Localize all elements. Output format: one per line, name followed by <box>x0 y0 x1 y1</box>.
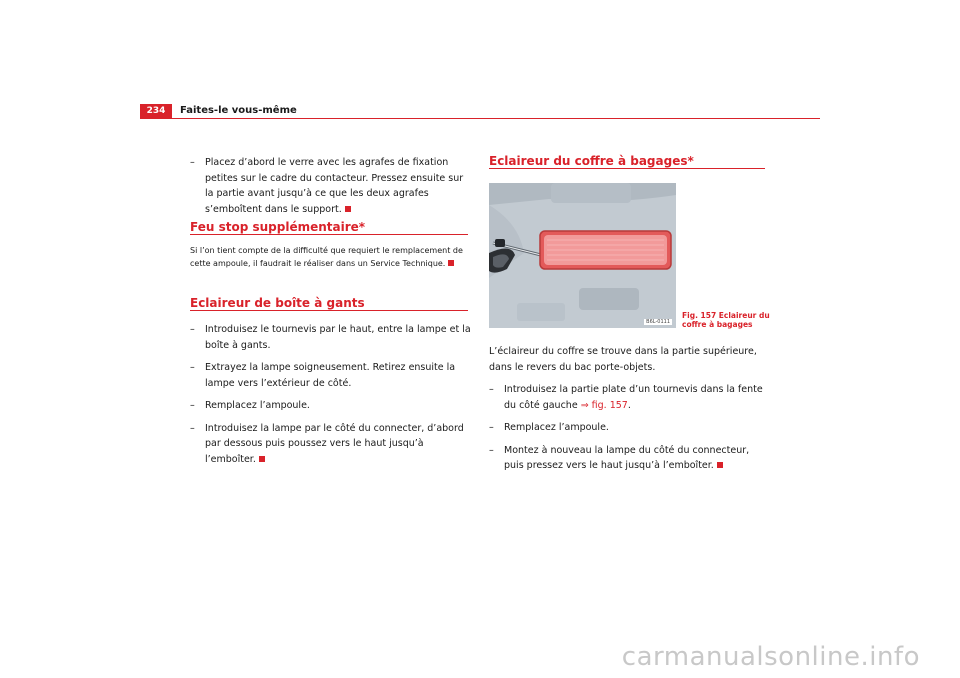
section-rule <box>190 234 468 235</box>
figure-link[interactable]: ⇒ fig. 157 <box>580 399 628 411</box>
section1-paragraph: Si l’on tient compte de la difficulté que requiert le remplacement de cette ampoule, il faudrait le réaliser dans un Service Technique. <box>190 246 463 268</box>
end-mark-icon <box>717 462 723 468</box>
figure-code: B6L-0111 <box>646 319 670 325</box>
page-number: 234 <box>140 104 172 118</box>
list-item: – Introduisez la partie plate d’un tournevis dans la fente du côté gauche ⇒ fig. 157. <box>489 384 763 411</box>
section-title-coffre: Eclaireur du coffre à bagages* <box>489 154 694 168</box>
section-rule <box>190 310 468 311</box>
list-item: – Introduisez la lampe par le côté du connecter, d’abord par dessous puis poussez vers le haut jusqu’à l’emboîter. <box>190 422 464 465</box>
figure-trunk-light <box>489 183 676 328</box>
figure-caption: Fig. 157 Eclaireur du coffre à bagages <box>682 311 770 329</box>
section-title-boite-gants: Eclaireur de boîte à gants <box>190 296 365 310</box>
list-item: – Extrayez la lampe soigneusement. Retirez ensuite la lampe vers l’extérieur de côté. <box>190 362 456 389</box>
end-mark-icon <box>448 260 454 266</box>
end-mark-icon <box>259 456 265 462</box>
header-rule <box>140 118 820 119</box>
list-item: – Introduisez le tournevis par le haut, entre la lampe et la boîte à gants. <box>190 324 471 351</box>
list-item: – Remplacez l’ampoule. <box>190 400 310 411</box>
left-column <box>190 155 472 224</box>
list-item: – Montez à nouveau la lampe du côté du connecteur, puis pressez vers le haut jusqu’à l’emboîter. <box>489 444 750 471</box>
intro-item: – Placez d’abord le verre avec les agrafes de fixation petites sur le cadre du contacteur. Pressez ensuite sur la partie avant jusqu’à ce que les deux agrafes s’emboîtent dans le support. <box>190 157 464 215</box>
right-column-text <box>489 344 771 481</box>
intro-paragraph: L’éclaireur du coffre se trouve dans la partie supérieure, dans le revers du bac porte-objets. <box>489 346 757 373</box>
running-title: Faites-le vous-même <box>180 105 297 116</box>
section-title-feu-stop: Feu stop supplémentaire* <box>190 220 366 234</box>
section-rule <box>489 168 765 169</box>
section2-list <box>190 322 472 474</box>
end-mark-icon <box>345 206 351 212</box>
list-item: – Remplacez l’ampoule. <box>489 422 609 433</box>
watermark: carmanualsonline.info <box>621 642 920 672</box>
trunk-light-illustration <box>489 183 676 328</box>
